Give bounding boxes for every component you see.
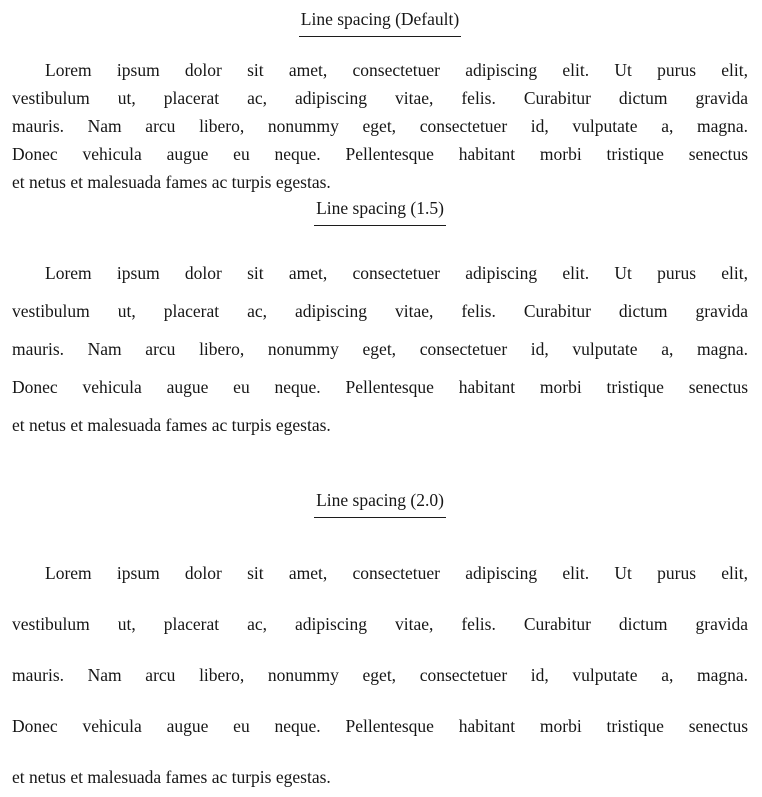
paragraph-1-5 xyxy=(12,254,748,444)
paragraph-line: Donec vehicula augue eu neque. Pellentesque habitant morbi tristique senectus xyxy=(12,377,748,397)
section-heading-2-0: Line spacing (2.0) xyxy=(314,489,446,518)
paragraph-line: mauris. Nam arcu libero, nonummy eget, consectetuer id, vulputate a, magna. xyxy=(12,339,748,359)
paragraph-line: vestibulum ut, placerat ac, adipiscing vitae, felis. Curabitur dictum gravida xyxy=(12,614,748,634)
paragraph-line: Donec vehicula augue eu neque. Pellentesque habitant morbi tristique senectus xyxy=(12,144,748,164)
section-heading-1-5: Line spacing (1.5) xyxy=(314,197,446,226)
section-heading-default: Line spacing (Default) xyxy=(299,8,461,37)
section-heading-row xyxy=(12,489,748,518)
paragraph-line: mauris. Nam arcu libero, nonummy eget, consectetuer id, vulputate a, magna. xyxy=(12,116,748,136)
paragraph-2-0 xyxy=(12,548,748,797)
paragraph-default xyxy=(12,56,748,196)
paragraph-line: et netus et malesuada fames ac turpis egestas. xyxy=(12,767,331,787)
paragraph-line: Lorem ipsum dolor sit amet, consectetuer adipiscing elit. Ut purus elit, xyxy=(45,60,748,80)
paragraph-line: vestibulum ut, placerat ac, adipiscing vitae, felis. Curabitur dictum gravida xyxy=(12,88,748,108)
paragraph-line: et netus et malesuada fames ac turpis egestas. xyxy=(12,415,331,435)
paragraph-line: et netus et malesuada fames ac turpis egestas. xyxy=(12,172,331,192)
paragraph-line: Donec vehicula augue eu neque. Pellentesque habitant morbi tristique senectus xyxy=(12,716,748,736)
section-heading-row xyxy=(12,197,748,226)
paragraph-line: Lorem ipsum dolor sit amet, consectetuer adipiscing elit. Ut purus elit, xyxy=(45,263,748,283)
section-line-spacing-1-5 xyxy=(12,197,748,444)
paragraph-line: Lorem ipsum dolor sit amet, consectetuer adipiscing elit. Ut purus elit, xyxy=(45,563,748,583)
section-heading-row xyxy=(12,8,748,37)
paragraph-line: mauris. Nam arcu libero, nonummy eget, consectetuer id, vulputate a, magna. xyxy=(12,665,748,685)
section-line-spacing-default xyxy=(12,8,748,196)
paragraph-line: vestibulum ut, placerat ac, adipiscing vitae, felis. Curabitur dictum gravida xyxy=(12,301,748,321)
section-line-spacing-2-0 xyxy=(12,489,748,797)
